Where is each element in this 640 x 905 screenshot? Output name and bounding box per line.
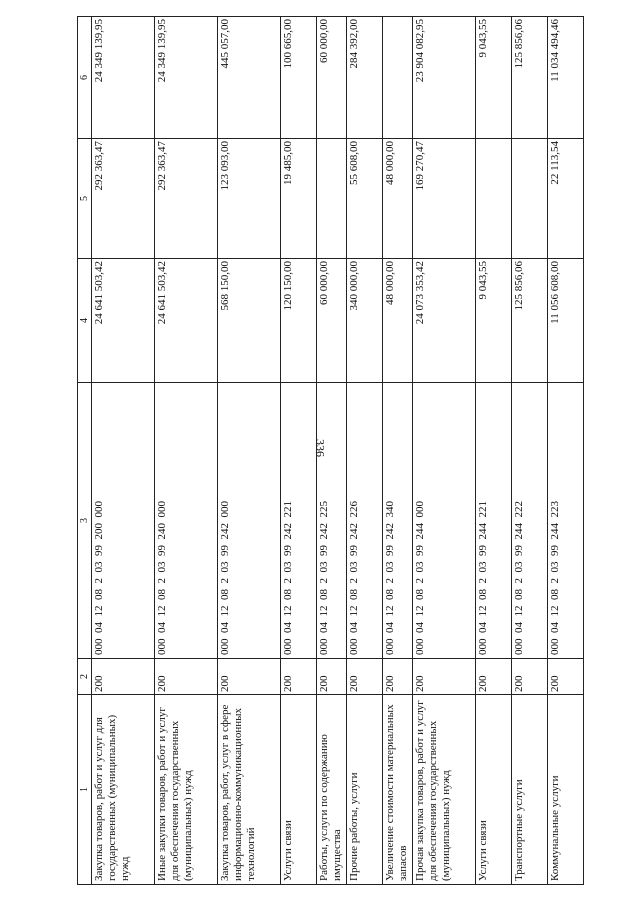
row-classification-code-cell: 000 04 12 08 2 03 99 242 000 <box>218 383 281 659</box>
table-row <box>413 17 476 885</box>
row-classification-code-cell: 000 04 12 08 2 03 99 244 221 <box>476 383 512 659</box>
row-remaining-amount-cell: 23 904 082,95 <box>413 17 476 139</box>
row-code-cell: 200 <box>383 659 413 695</box>
row-classification-code-cell: 000 04 12 08 2 03 99 244 222 <box>512 383 548 659</box>
row-remaining-amount-cell: 100 665,00 <box>281 17 317 139</box>
row-executed-amount-cell <box>512 139 548 259</box>
row-remaining-amount-cell: 24 349 139,95 <box>92 17 155 139</box>
row-classification-code-cell: 000 04 12 08 2 03 99 242 221 <box>281 383 317 659</box>
row-code-cell: 200 <box>476 659 512 695</box>
row-executed-amount-cell <box>476 139 512 259</box>
row-name-cell: Транспортные услуги <box>512 695 548 885</box>
column-header: 4 <box>78 259 92 383</box>
row-approved-amount-cell: 340 000,00 <box>347 259 383 383</box>
table-row <box>155 17 218 885</box>
row-approved-amount-cell: 24 073 353,42 <box>413 259 476 383</box>
row-classification-code-cell: 000 04 12 08 2 03 99 244 000 <box>413 383 476 659</box>
row-remaining-amount-cell <box>383 17 413 139</box>
table-row <box>548 17 584 885</box>
row-executed-amount-cell: 22 113,54 <box>548 139 584 259</box>
row-classification-code-cell: 000 04 12 08 2 03 99 242 340 <box>383 383 413 659</box>
table-row <box>317 17 347 885</box>
row-remaining-amount-cell: 60 000,00 <box>317 17 347 139</box>
row-code-cell: 200 <box>512 659 548 695</box>
row-code-cell: 200 <box>347 659 383 695</box>
row-name-cell: Прочие работы, услуги <box>347 695 383 885</box>
table-row <box>512 17 548 885</box>
row-classification-code-cell: 000 04 12 08 2 03 99 242 226 <box>347 383 383 659</box>
row-name-cell: Закупка товаров, работ и услуг для государственных (муниципальных) нужд <box>92 695 155 885</box>
row-remaining-amount-cell: 9 043,55 <box>476 17 512 139</box>
row-executed-amount-cell: 292 363,47 <box>92 139 155 259</box>
row-approved-amount-cell: 9 043,55 <box>476 259 512 383</box>
budget-table <box>77 16 584 885</box>
row-executed-amount-cell: 48 000,00 <box>383 139 413 259</box>
row-code-cell: 200 <box>548 659 584 695</box>
row-approved-amount-cell: 568 150,00 <box>218 259 281 383</box>
row-executed-amount-cell: 169 270,47 <box>413 139 476 259</box>
row-name-cell: Услуги связи <box>281 695 317 885</box>
budget-table-rotated <box>77 17 583 885</box>
row-code-cell: 200 <box>92 659 155 695</box>
row-executed-amount-cell: 292 363,47 <box>155 139 218 259</box>
row-approved-amount-cell: 11 056 608,00 <box>548 259 584 383</box>
row-executed-amount-cell <box>317 139 347 259</box>
column-header: 5 <box>78 139 92 259</box>
row-remaining-amount-cell: 284 392,00 <box>347 17 383 139</box>
table-row <box>92 17 155 885</box>
row-remaining-amount-cell: 24 349 139,95 <box>155 17 218 139</box>
column-header: 3 <box>78 383 92 659</box>
row-remaining-amount-cell: 125 856,06 <box>512 17 548 139</box>
column-header: 1 <box>78 695 92 885</box>
row-name-cell: Коммунальные услуги <box>548 695 584 885</box>
row-approved-amount-cell: 120 150,00 <box>281 259 317 383</box>
row-classification-code-cell: 000 04 12 08 2 03 99 200 000 <box>92 383 155 659</box>
table-row <box>347 17 383 885</box>
table-row <box>281 17 317 885</box>
row-approved-amount-cell: 48 000,00 <box>383 259 413 383</box>
row-code-cell: 200 <box>155 659 218 695</box>
table-row <box>476 17 512 885</box>
table-row <box>383 17 413 885</box>
row-name-cell: Услуги связи <box>476 695 512 885</box>
row-classification-code-cell: 000 04 12 08 2 03 99 244 223 <box>548 383 584 659</box>
column-header: 2 <box>78 659 92 695</box>
row-approved-amount-cell: 60 000,00 <box>317 259 347 383</box>
row-code-cell: 200 <box>413 659 476 695</box>
row-classification-code-cell: 000 04 12 08 2 03 99 240 000 <box>155 383 218 659</box>
row-executed-amount-cell: 55 608,00 <box>347 139 383 259</box>
row-name-cell: Увеличение стоимости материальных запасов <box>383 695 413 885</box>
row-code-cell: 200 <box>317 659 347 695</box>
row-approved-amount-cell: 125 856,06 <box>512 259 548 383</box>
row-code-cell: 200 <box>281 659 317 695</box>
row-code-cell: 200 <box>218 659 281 695</box>
table-row <box>218 17 281 885</box>
row-name-cell: Работы, услуги по содержанию имущества <box>317 695 347 885</box>
table-header-row <box>78 17 92 885</box>
row-remaining-amount-cell: 445 057,00 <box>218 17 281 139</box>
row-classification-code-cell: 000 04 12 08 2 03 99 242 225 <box>317 383 347 659</box>
row-approved-amount-cell: 24 641 503,42 <box>92 259 155 383</box>
row-executed-amount-cell: 123 093,00 <box>218 139 281 259</box>
row-remaining-amount-cell: 11 034 494,46 <box>548 17 584 139</box>
row-approved-amount-cell: 24 641 503,42 <box>155 259 218 383</box>
row-name-cell: Иные закупки товаров, работ и услуг для обеспечения государственных (муниципальных) нужд <box>155 695 218 885</box>
column-header: 6 <box>78 17 92 139</box>
page-number: 336 <box>313 439 328 457</box>
row-name-cell: Прочая закупка товаров, работ и услуг для обеспечения государственных (муниципальных) нужд <box>413 695 476 885</box>
row-executed-amount-cell: 19 485,00 <box>281 139 317 259</box>
row-name-cell: Закупка товаров, работ, услуг в сфере информационно-коммуникационных технологий <box>218 695 281 885</box>
